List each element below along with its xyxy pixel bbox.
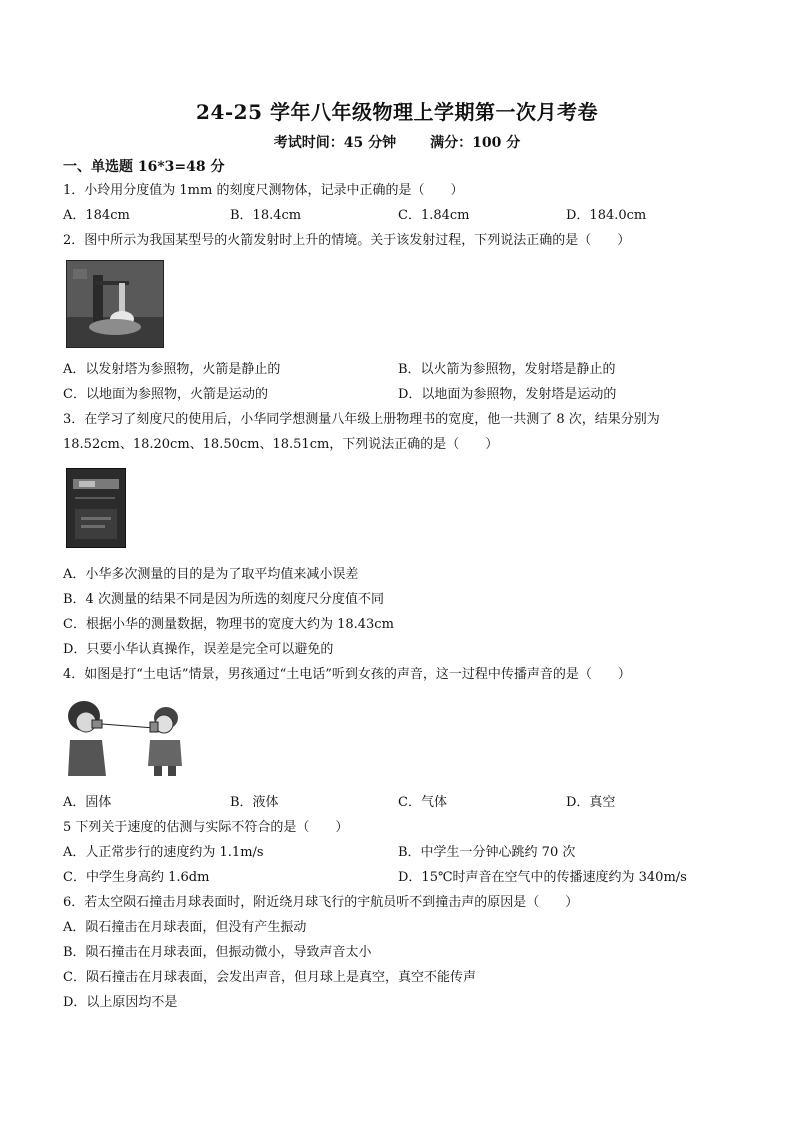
section-heading: 一、单选题 16*3=48 分 bbox=[63, 159, 225, 175]
q1-option-a: A．184cm bbox=[63, 208, 130, 223]
string-telephone-illustration bbox=[62, 696, 186, 778]
q5-option-a: A．人正常步行的速度约为 1.1m/s bbox=[63, 845, 264, 860]
q2-option-d: D．以地面为参照物，发射塔是运动的 bbox=[398, 387, 617, 402]
q6-option-a: A．陨石撞击在月球表面，但没有产生振动 bbox=[63, 920, 307, 935]
q4-option-b: B．液体 bbox=[230, 795, 279, 810]
q2-option-c: C．以地面为参照物，火箭是运动的 bbox=[63, 387, 268, 402]
question-4-stem: 4．如图是打“土电话”情景，男孩通过“土电话”听到女孩的声音，这一过程中传播声音的是（ ） bbox=[63, 667, 631, 682]
exam-time: 考试时间：45 分钟 bbox=[273, 135, 397, 151]
question-3-stem-line2: 18.52cm、18.20cm、18.50cm、18.51cm，下列说法正确的是（ ） bbox=[63, 437, 499, 452]
q5-option-c: C．中学生身高约 1.6dm bbox=[63, 870, 210, 885]
q1-option-b: B．18.4cm bbox=[230, 208, 302, 223]
question-3-stem-line1: 3．在学习了刻度尺的使用后，小华同学想测量八年级上册物理书的宽度，他一共测了 8 次，结果分别为 bbox=[63, 412, 660, 427]
q3-option-d: D．只要小华认真操作，误差是完全可以避免的 bbox=[63, 642, 334, 657]
exam-score: 满分：100 分 bbox=[430, 135, 521, 151]
q3-option-b: B．4 次测量的结果不同是因为所选的刻度尺分度值不同 bbox=[63, 592, 384, 607]
q4-option-d: D．真空 bbox=[566, 795, 616, 810]
q1-option-c: C．1.84cm bbox=[398, 208, 470, 223]
q6-option-d: D．以上原因均不是 bbox=[63, 995, 178, 1010]
exam-subtitle bbox=[0, 132, 794, 152]
q5-option-b: B．中学生一分钟心跳约 70 次 bbox=[398, 845, 576, 860]
q5-option-d: D．15℃时声音在空气中的传播速度约为 340m/s bbox=[398, 870, 687, 885]
question-5-stem: 5 下列关于速度的估测与实际不符合的是（ ） bbox=[63, 820, 349, 835]
question-6-stem: 6．若太空陨石撞击月球表面时，附近绕月球飞行的宇航员听不到撞击声的原因是（ ） bbox=[63, 895, 579, 910]
q4-option-a: A．固体 bbox=[63, 795, 112, 810]
q6-option-c: C．陨石撞击在月球表面，会发出声音，但月球上是真空，真空不能传声 bbox=[63, 970, 476, 985]
q2-option-b: B．以火箭为参照物，发射塔是静止的 bbox=[398, 362, 616, 377]
q6-option-b: B．陨石撞击在月球表面，但振动微小，导致声音太小 bbox=[63, 945, 372, 960]
q2-option-a: A．以发射塔为参照物，火箭是静止的 bbox=[63, 362, 281, 377]
rocket-launch-photo bbox=[66, 260, 164, 348]
q3-option-a: A．小华多次测量的目的是为了取平均值来减小误差 bbox=[63, 567, 359, 582]
physics-book-photo bbox=[66, 468, 126, 548]
q4-option-c: C．气体 bbox=[398, 795, 447, 810]
exam-title: 24-25 学年八年级物理上学期第一次月考卷 bbox=[196, 100, 598, 124]
q3-option-c: C．根据小华的测量数据，物理书的宽度大约为 18.43cm bbox=[63, 617, 394, 632]
question-2-stem: 2．图中所示为我国某型号的火箭发射时上升的情境。关于该发射过程，下列说法正确的是（ ） bbox=[63, 233, 631, 248]
question-1-stem: 1．小玲用分度值为 1mm 的刻度尺测物体，记录中正确的是（ ） bbox=[63, 183, 464, 198]
q1-option-d: D．184.0cm bbox=[566, 208, 647, 223]
